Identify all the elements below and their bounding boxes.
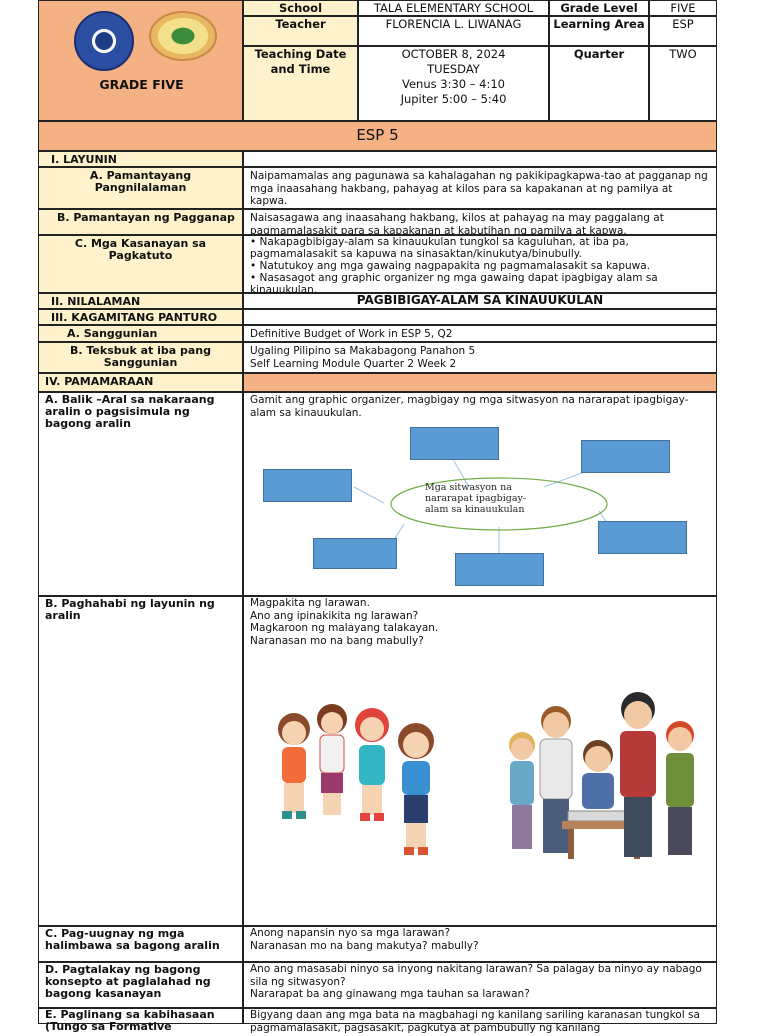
pag-uugnay-label: C. Pag-uugnay ng mga halimbawa sa bagong aralin [45,927,220,952]
boy-figure-1 [509,732,535,849]
pag-uugnay-line: Anong napansin nyo sa mga larawan? [250,927,451,939]
organizer-box-top-right [581,440,670,473]
teacher-value-cell [358,16,549,46]
paghahabi-lines [244,597,716,649]
paghahabi-label: B. Paghahabi ng layunin ng aralin [45,597,215,622]
boy-figure-2 [540,706,572,853]
sanggunian-text: Definitive Budget of Work in ESP 5, Q2 [250,328,453,340]
layunin-c-item: • Natutukoy ang mga gawaing nagpapakita ng pagmamalasakit sa kapuwa. [250,260,651,272]
time-venus: Venus 3:30 – 4:10 [402,77,505,91]
balik-aral-text: Gamit ang graphic organizer, magbigay ng mga sitwasyon na nararapat ipagbigay-alam sa kinauukulan. [250,394,689,419]
paglinang-text: Bigyang daan ang mga bata na magbahagi ng kanilang sariling karanasan tungkol sa pagmamalasakit, pagsasakit, pagkutya at pambubully ng kanilang [250,1009,700,1034]
pagtalakay-label-cell [38,962,243,1008]
date-value-cell [358,46,549,121]
school-value: TALA ELEMENTARY SCHOOL [373,1,534,15]
girl-figure-3 [355,708,389,821]
layunin-b-label: B. Pamantayan ng Pagganap [57,211,235,224]
school-label-cell [243,0,358,16]
layunin-heading-cell [38,151,243,167]
paghahabi-line: Ano ang ipinakikita ng larawan? [250,609,419,622]
date-label: Teaching Date and Time [254,47,347,76]
paghahabi-line: Magpakita ng larawan. [250,597,370,609]
pag-uugnay-lines [244,927,716,954]
nilalaman-heading-cell [38,293,243,309]
balik-aral-label-cell [38,392,243,596]
layunin-c-label-cell [38,235,243,293]
day-value: TUESDAY [427,62,480,76]
header-logo-cell [38,0,243,121]
quarter-value-cell [649,46,717,121]
teksbuk-label-cell [38,342,243,373]
time-jupiter: Jupiter 5:00 – 5:40 [400,92,507,106]
teksbuk-text-1: Ugaling Pilipino sa Makabagong Panahon 5 [250,345,476,357]
layunin-c-text-cell [243,235,717,296]
layunin-a-label: A. Pamantayang Pangnilalaman [89,169,192,194]
subject-title: ESP 5 [356,126,399,144]
grade-title: GRADE FIVE [99,77,184,92]
teksbuk-label: B. Teksbuk at iba pang Sanggunian [69,344,212,369]
learning-area-value-cell [649,16,717,46]
layunin-a-text-cell [243,167,717,209]
pagtalakay-content-cell [243,962,717,1008]
organizer-box-left [263,469,352,502]
pamamaraan-heading: IV. PAMAMARAAN [45,375,154,388]
graphic-organizer [244,393,716,595]
pag-uugnay-label-cell [38,926,243,962]
quarter-label: Quarter [573,47,625,61]
layunin-c-item: • Nasasagot ang graphic organizer ng mga gawaing dapat ipagbigay alam sa kinauukulan. [250,272,658,296]
nilalaman-value-cell [243,293,717,309]
girl-figure-4 [398,723,434,855]
kagamitan-heading-cell [38,309,243,325]
layunin-c-item: • Nakapagbibigay-alam sa kinauukulan tungkol sa kaguluhan, at iba pa, pagmamalasakit sa kapuwa na sinasaktan/kinukutya/binubully. [250,236,629,260]
layunin-b-label-cell [38,209,243,235]
pamamaraan-shaded-cell [243,373,717,392]
paglinang-label-cell [38,1008,243,1033]
grade-level-value-cell [649,0,717,16]
layunin-heading: I. LAYUNIN [51,153,117,166]
school-seal-icon [149,11,217,61]
nilalaman-value: PAGBIBIGAY-ALAM SA KINAUUKULAN [356,293,604,307]
layunin-a-text: Naipamamalas ang pagunawa sa kahalagahan ng pakikipagkapwa-tao at pagganap ng mga inaasahang hakbang, pahayag at kilos para sa kapakanan at ng pamilya at kapwa. [250,170,708,207]
paghahabi-label-cell [38,596,243,926]
sanggunian-label-cell [38,325,243,342]
pagtalakay-label: D. Pagtalakay ng bagong konsepto at paglalahad ng bagong kasanayan [45,963,211,1000]
teacher-value: FLORENCIA L. LIWANAG [385,17,522,31]
balik-aral-content-cell [243,392,717,596]
pagtalakay-lines [244,963,716,1003]
paghahabi-content-cell [243,596,717,926]
deped-seal-icon [74,11,134,71]
pagtalakay-line: Ano ang masasabi ninyo sa inyong nakitang larawan? Sa palagay ba ninyo ay nabago sila ng sitwasyon? [250,963,702,988]
girls-group-image [266,689,466,869]
teacher-label: Teacher [275,17,326,31]
kagamitan-blank-cell [243,309,717,325]
pamamaraan-heading-cell [38,373,243,392]
quarter-value: TWO [669,47,697,61]
school-value-cell [358,0,549,16]
paglinang-label: E. Paglinang sa kabihasaan (Tungo sa Formative [45,1008,215,1033]
grade-level-label: Grade Level [560,1,638,15]
school-label: School [278,1,323,15]
subject-title-cell [38,121,717,151]
girl-figure-2 [317,704,347,815]
organizer-box-top [410,427,499,460]
grade-level-value: FIVE [670,1,696,15]
learning-area-value: ESP [672,17,694,31]
girl-figure-1 [278,713,310,819]
kagamitan-heading: III. KAGAMITANG PANTURO [51,311,218,324]
sanggunian-label: A. Sanggunian [67,327,158,340]
teksbuk-text-cell [243,342,717,373]
pag-uugnay-content-cell [243,926,717,962]
balik-aral-label: A. Balik –Aral sa nakaraang aralin o pagsisimula ng bagong aralin [45,393,215,430]
pag-uugnay-line: Naranasan mo na bang makutya? mabully? [250,939,479,952]
teksbuk-text-2: Self Learning Module Quarter 2 Week 2 [250,357,457,370]
date-label-cell [243,46,358,121]
organizer-box-bottom-left [313,538,397,569]
layunin-b-text: Naisasagawa ang inaasahang hakbang, kilos at pahayag na may paggalang at pagmamalasakit para sa kapakanan at kabutihan ng pamilya at kapwa. [250,212,664,237]
teacher-label-cell [243,16,358,46]
learning-area-label: Learning Area [553,17,645,31]
paghahabi-line: Magkaroon ng malayang talakayan. [250,622,439,634]
pagtalakay-line: Nararapat ba ang ginawang mga tauhan sa larawan? [250,988,530,1000]
learning-area-label-cell [549,16,649,46]
paglinang-content-cell [243,1008,717,1034]
layunin-b-text-cell [243,209,717,235]
organizer-center-text: Mga sitwasyon na nararapat ipagbigay-alam sa kinauukulan [425,482,527,515]
quarter-label-cell [549,46,649,121]
organizer-box-bottom [455,553,544,586]
date-value: OCTOBER 8, 2024 [401,47,506,61]
sanggunian-text-cell [243,325,717,342]
layunin-c-list [244,236,716,298]
paghahabi-line: Naranasan mo na bang mabully? [250,634,424,647]
layunin-blank-cell [243,151,717,167]
boy-figure-5 [666,721,694,855]
boy-figure-4 [620,692,656,857]
layunin-a-label-cell [38,167,243,209]
nilalaman-heading: II. NILALAMAN [51,295,141,308]
bullying-scene-image [498,685,708,875]
organizer-box-right [598,521,687,554]
layunin-c-label: C. Mga Kasanayan sa Pagkatuto [74,237,207,262]
grade-level-label-cell [549,0,649,16]
